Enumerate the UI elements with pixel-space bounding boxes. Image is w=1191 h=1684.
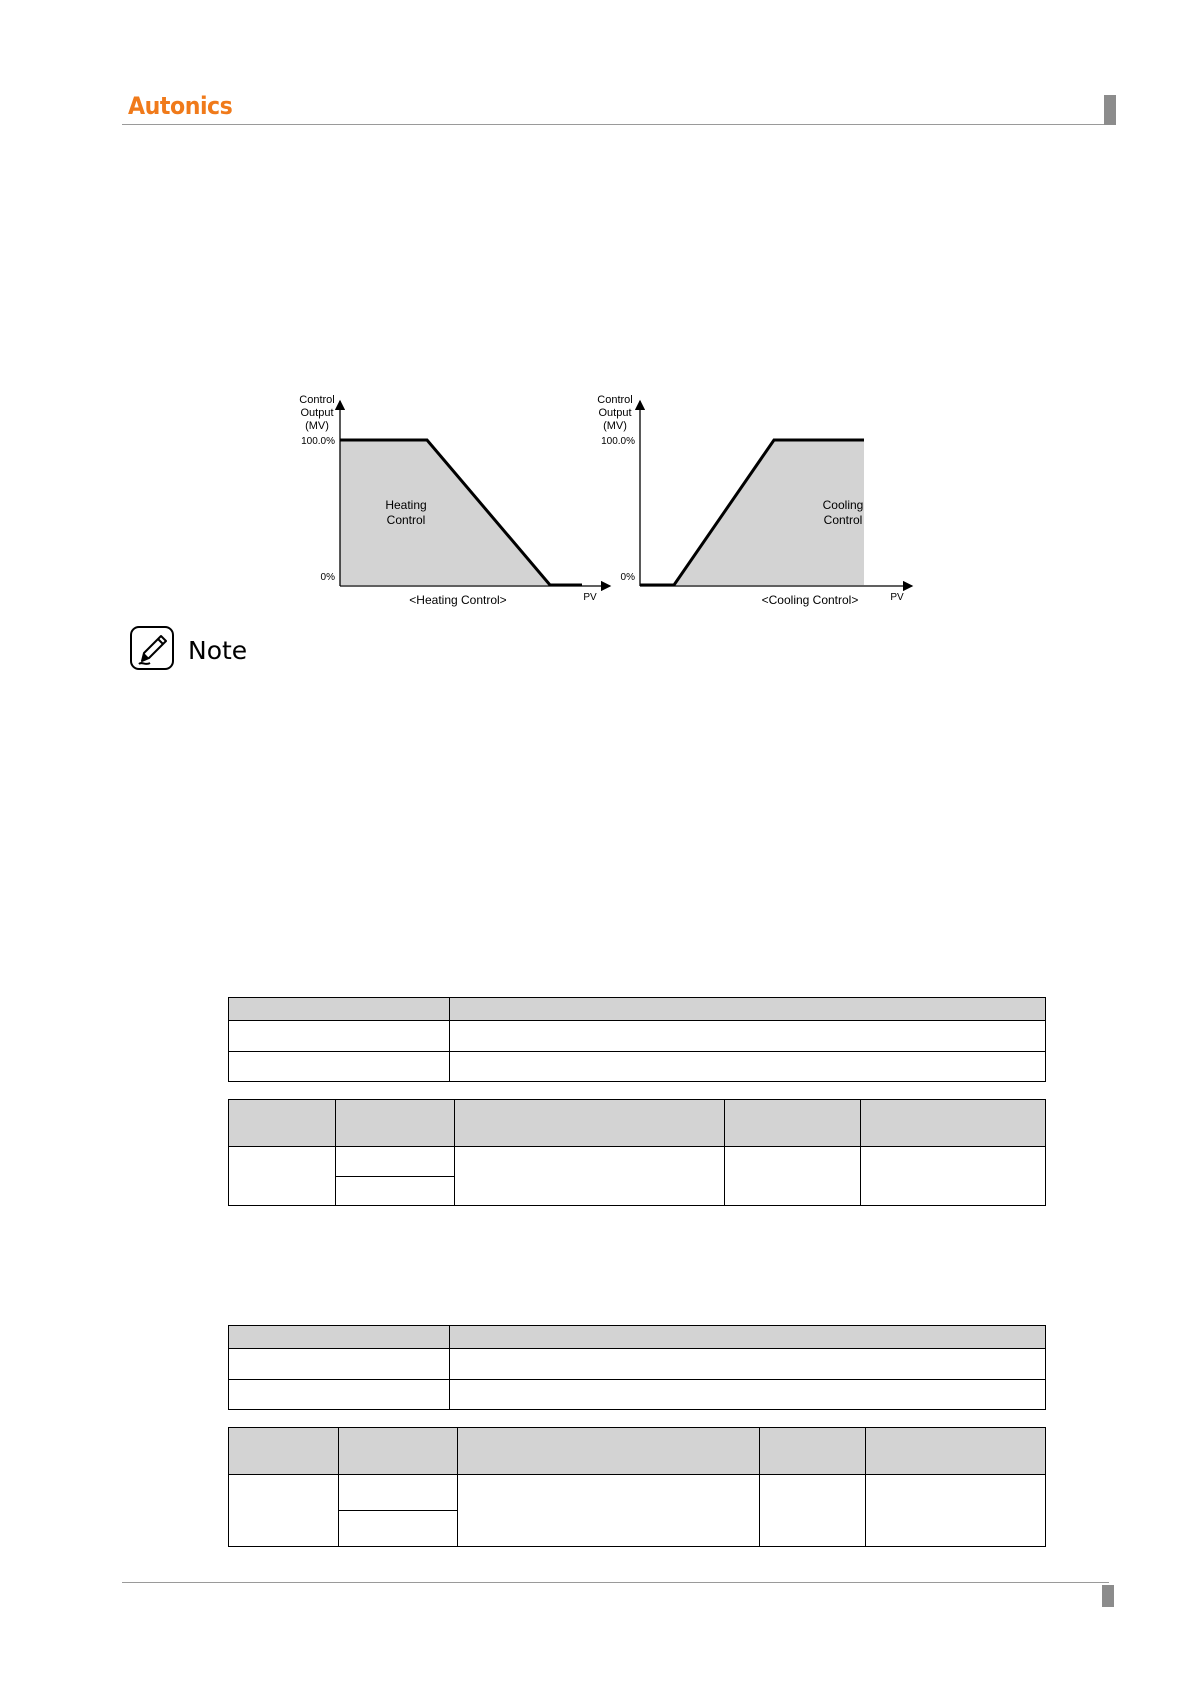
- parameter-table-4: [228, 1427, 1046, 1547]
- table-cell: [458, 1475, 760, 1547]
- cooling-caption: <Cooling Control>: [761, 593, 859, 607]
- table-row: [229, 1326, 1046, 1349]
- note-title: Note: [188, 636, 248, 665]
- table-cell: [760, 1475, 866, 1547]
- table-cell: [339, 1475, 458, 1511]
- table-cell: [229, 1021, 450, 1052]
- table-header-cell: [760, 1428, 866, 1475]
- table-cell: [229, 1380, 450, 1410]
- parameter-table-1: [228, 997, 1046, 1082]
- table-cell: [866, 1475, 1046, 1547]
- table-cell: [336, 1147, 455, 1177]
- table-header-cell: [455, 1100, 725, 1147]
- pencil-note-icon: [128, 624, 176, 677]
- heating-y-tick-zero: 0%: [320, 572, 335, 583]
- table-row: [229, 1021, 1046, 1052]
- cooling-control-graph: [597, 394, 912, 607]
- heating-region-label-2: Control: [386, 513, 426, 527]
- table-cell: [229, 1326, 450, 1349]
- table-cell: [229, 1475, 339, 1547]
- header-rule: [122, 124, 1109, 125]
- table-header-cell: [229, 1428, 339, 1475]
- table-header-cell: [458, 1428, 760, 1475]
- cooling-y-axis-label-3: (MV): [603, 420, 627, 432]
- table-header-cell: [725, 1100, 861, 1147]
- table-row: [229, 1147, 1046, 1177]
- table-header-cell: [866, 1428, 1046, 1475]
- table-header-cell: [861, 1100, 1046, 1147]
- brand-logo: Autonics: [128, 92, 233, 120]
- heating-y-axis-label-2: Output: [300, 407, 334, 419]
- table-cell: [336, 1177, 455, 1206]
- heating-y-tick-max: 100.0%: [301, 436, 335, 447]
- table-cell: [229, 998, 450, 1021]
- table-cell: [229, 1349, 450, 1380]
- table-header-cell: [339, 1428, 458, 1475]
- table-row: [229, 1349, 1046, 1380]
- heating-region-label-1: Heating: [385, 498, 427, 512]
- table-header-cell: [229, 1100, 336, 1147]
- table-row: [229, 1428, 1046, 1475]
- parameter-table-2: [228, 1099, 1046, 1206]
- table-row: [229, 1475, 1046, 1511]
- header-tab: [1104, 95, 1116, 125]
- table-row: [229, 1052, 1046, 1082]
- footer-rule: [122, 1582, 1109, 1583]
- cooling-y-tick-zero: 0%: [620, 572, 635, 583]
- parameter-table-3: [228, 1325, 1046, 1410]
- cooling-x-axis-label: PV: [890, 592, 904, 603]
- cooling-region-label-1: Cooling: [822, 498, 864, 512]
- heating-y-axis-label-1: Control: [299, 394, 335, 406]
- control-output-figure: [290, 390, 950, 620]
- heating-x-axis-label: PV: [583, 592, 597, 603]
- table-cell: [455, 1147, 725, 1206]
- table-header-cell: [336, 1100, 455, 1147]
- table-cell: [450, 1021, 1046, 1052]
- table-row: [229, 1380, 1046, 1410]
- table-cell: [725, 1147, 861, 1206]
- table-cell: [450, 1052, 1046, 1082]
- footer-tab: [1102, 1585, 1114, 1607]
- table-cell: [450, 1380, 1046, 1410]
- table-cell: [339, 1511, 458, 1547]
- note-block: [128, 624, 247, 677]
- table-row: [229, 1100, 1046, 1147]
- heating-y-axis-label-3: (MV): [305, 420, 329, 432]
- table-row: [229, 998, 1046, 1021]
- table-cell: [229, 1147, 336, 1206]
- table-cell: [450, 1326, 1046, 1349]
- table-cell: [450, 998, 1046, 1021]
- cooling-y-axis-label-1: Control: [597, 394, 633, 406]
- cooling-y-axis-label-2: Output: [598, 407, 632, 419]
- table-cell: [450, 1349, 1046, 1380]
- table-cell: [861, 1147, 1046, 1206]
- table-cell: [229, 1052, 450, 1082]
- heating-caption: <Heating Control>: [409, 593, 507, 607]
- cooling-region-label-2: Control: [823, 513, 863, 527]
- cooling-y-tick-max: 100.0%: [601, 436, 635, 447]
- heating-control-graph: [299, 394, 610, 607]
